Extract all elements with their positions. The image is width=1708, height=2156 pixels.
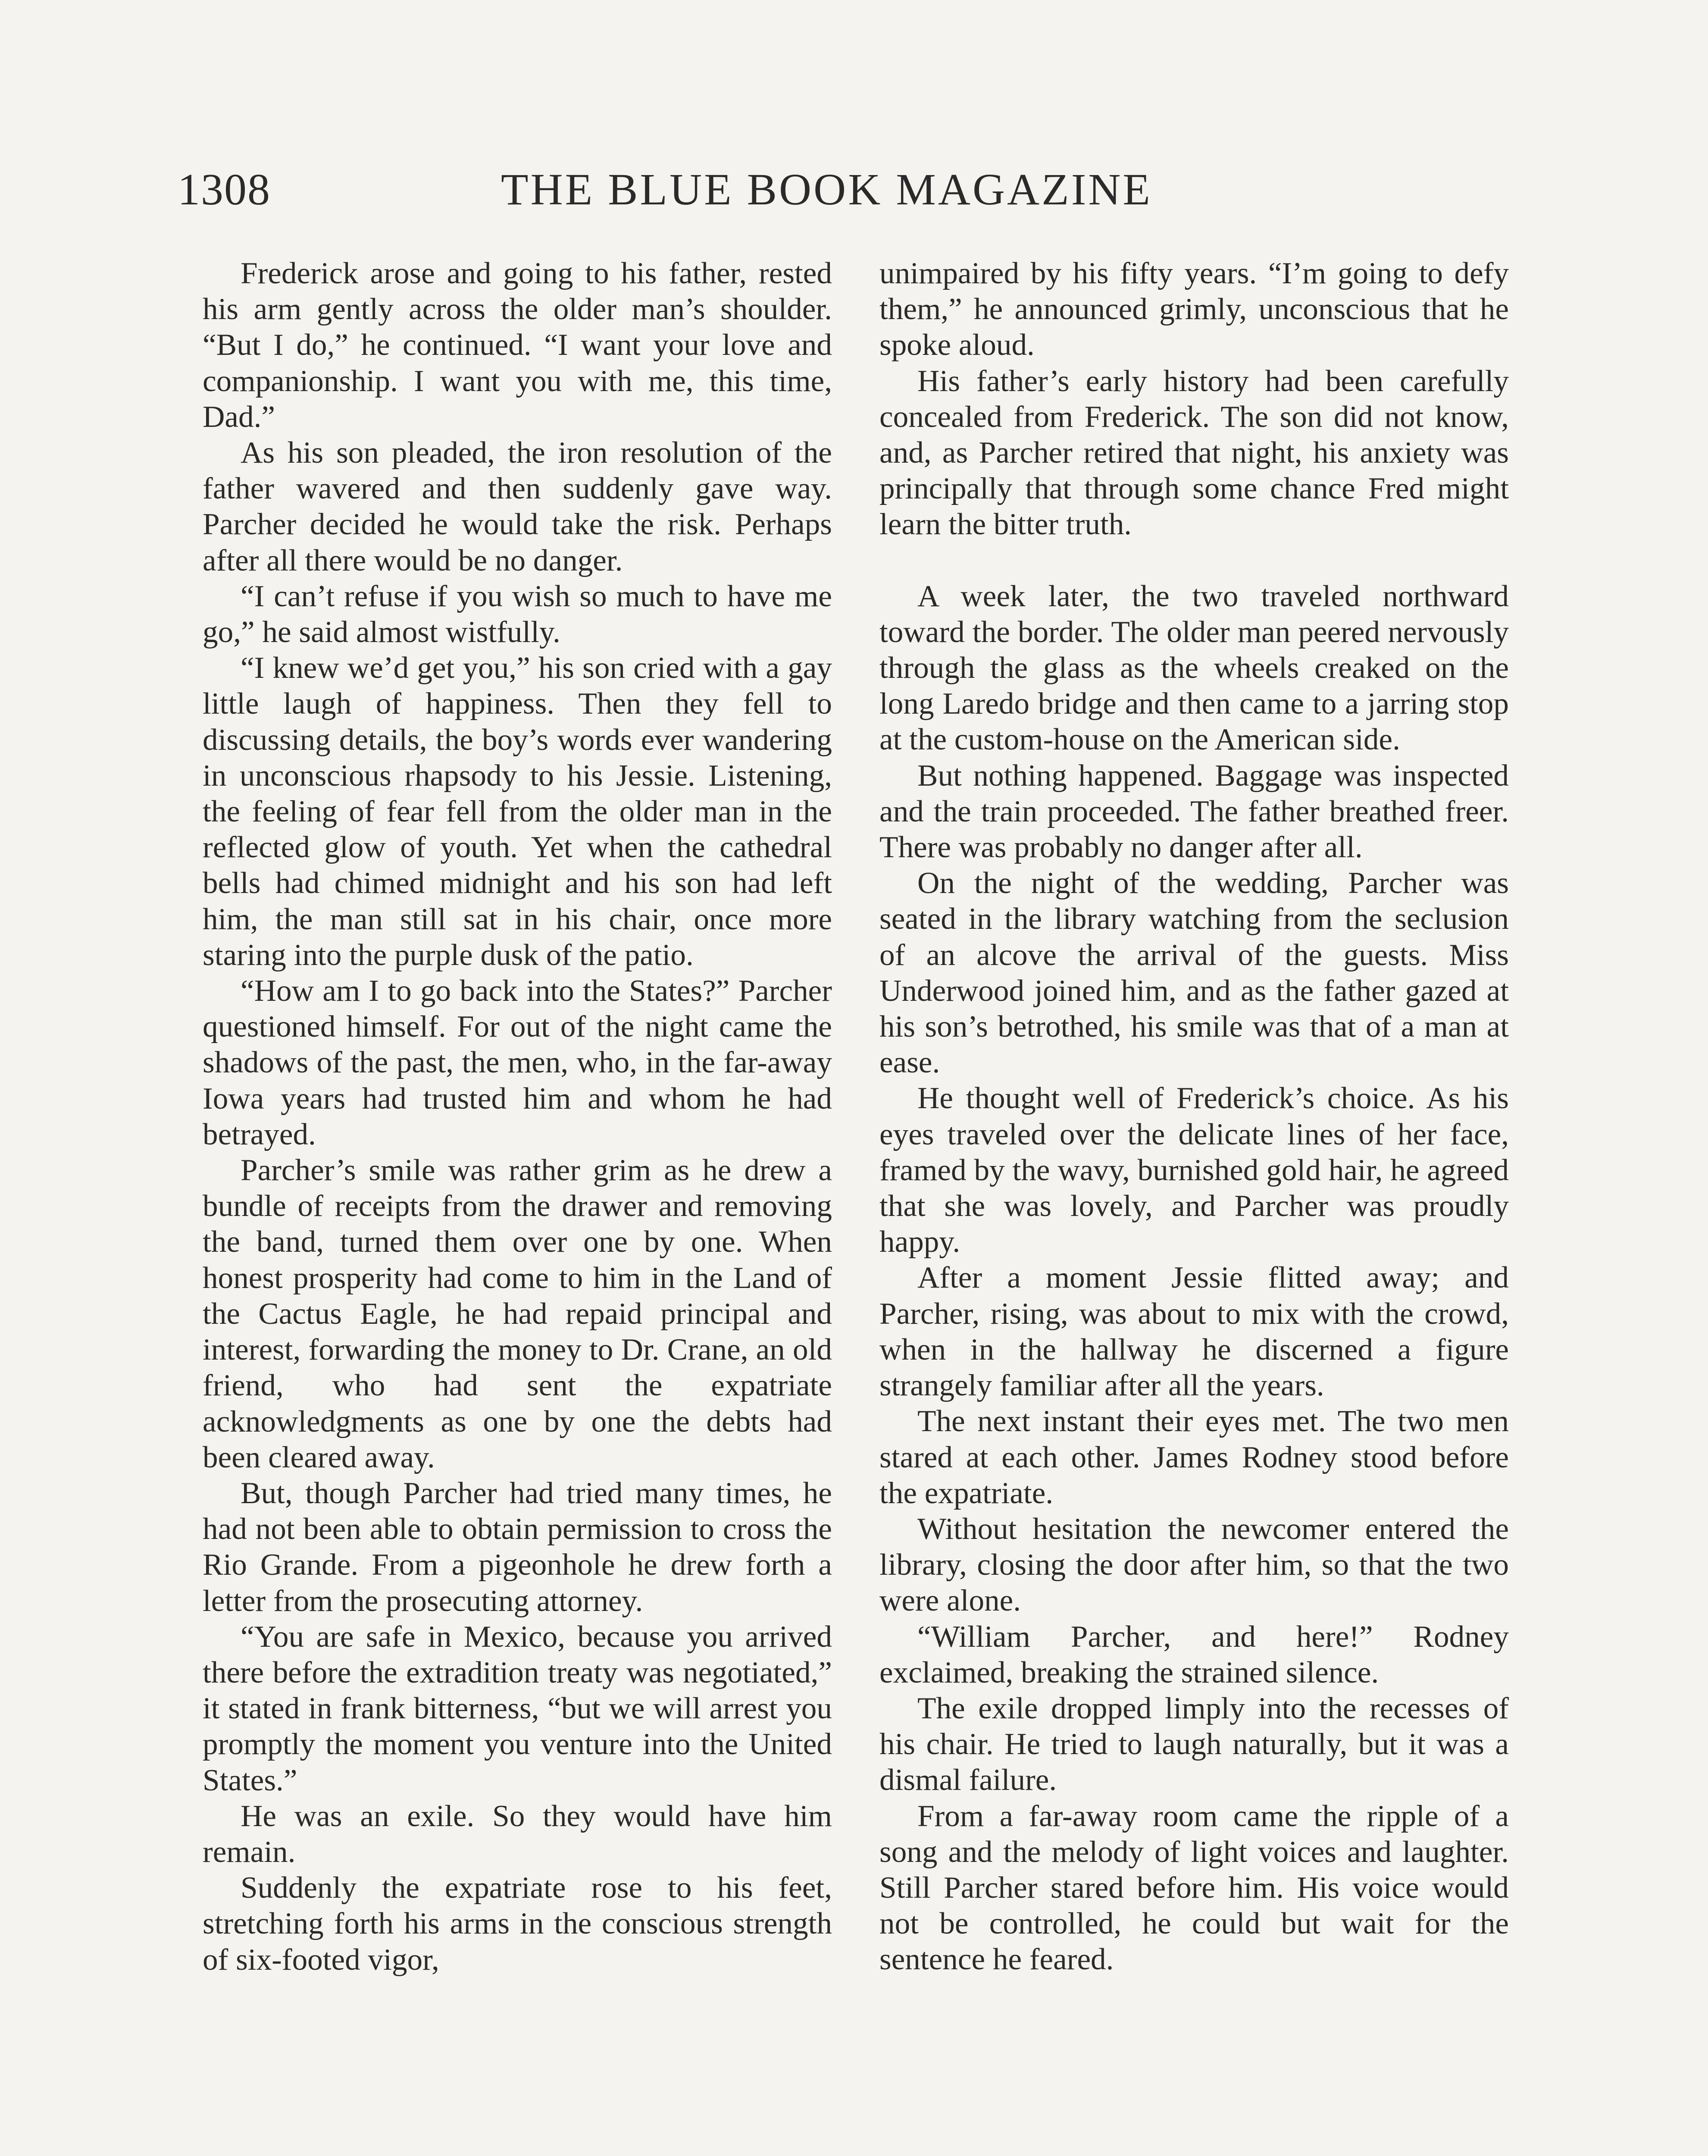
paragraph: But, though Parcher had tried many times, he had not been able to obtain permission to cross the Rio Grande. From a pigeonhole he drew forth a letter from the prosecuting attorney. <box>203 1476 832 1618</box>
page-header <box>178 164 1514 216</box>
paragraph: Suddenly the expatriate rose to his feet, stretching forth his arms in the conscious strength of six-footed vigor, <box>203 1871 832 1977</box>
paragraph: He thought well of Frederick’s choice. As his eyes traveled over the delicate lines of her face, framed by the wavy, burnished gold hair, he agreed that she was lovely, and Parcher was proudly happy. <box>879 1081 1509 1259</box>
paragraph: “I knew we’d get you,” his son cried with a gay little laugh of happiness. Then they fell to discussing details, the boy’s words ever wandering in unconscious rhapsody to his Jessie. Listening, the feeling of fear fell from the older man in the reflected glow of youth. Yet when the cathedral bells had chimed midnight and his son had left him, the man still sat in his chair, once more staring into the purple dusk of the patio. <box>203 651 832 972</box>
paragraph: He was an exile. So they would have him remain. <box>203 1799 832 1869</box>
paragraph: Without hesitation the newcomer entered the library, closing the door after him, so that the two were alone. <box>879 1512 1509 1618</box>
paragraph: “William Parcher, and here!” Rodney exclaimed, breaking the strained silence. <box>879 1620 1509 1689</box>
page-number: 1308 <box>178 165 271 214</box>
paragraph: After a moment Jessie flitted away; and Parcher, rising, was about to mix with the crowd, when in the hallway he discerned a figure strangely familiar after all the years. <box>879 1261 1509 1403</box>
paragraph: But nothing happened. Baggage was inspected and the train proceeded. The father breathed freer. There was probably no danger after all. <box>879 758 1509 865</box>
paragraph: Parcher’s smile was rather grim as he drew a bundle of receipts from the drawer and removing the band, turned them over one by one. When honest prosperity had come to him in the Land of the Cactus Eagle, he had repaid principal and interest, forwarding the money to Dr. Crane, an old friend, who had sent the expatriate acknowledgments as one by one the debts had been cleared away. <box>203 1153 832 1474</box>
right-column <box>879 256 1509 1978</box>
paragraph: As his son pleaded, the iron resolution of the father wavered and then suddenly gave way. Parcher decided he would take the risk. Perhaps after all there would be no danger. <box>203 436 832 577</box>
paragraph: From a far-away room came the ripple of a song and the melody of light voices and laughter. Still Parcher stared before him. His voice would not be controlled, he could but wait for the sentence he feared. <box>879 1799 1509 1977</box>
left-column <box>203 256 832 1978</box>
paragraph: The next instant their eyes met. The two men stared at each other. James Rodney stood before the expatriate. <box>879 1404 1509 1510</box>
paragraph: “I can’t refuse if you wish so much to have me go,” he said almost wistfully. <box>203 579 832 649</box>
paragraph: unimpaired by his fifty years. “I’m going to defy them,” he announced grimly, unconscious that he spoke aloud. <box>879 257 1509 362</box>
paragraph: A week later, the two traveled northward toward the border. The older man peered nervously through the glass as the wheels creaked on the long Laredo bridge and then came to a jarring stop at the custom-house on the American side. <box>879 579 1509 757</box>
paragraph: Frederick arose and going to his father, rested his arm gently across the older man’s shoulder. “But I do,” he continued. “I want your love and companionship. I want you with me, this time, Dad.” <box>203 257 832 434</box>
paragraph: On the night of the wedding, Parcher was seated in the library watching from the seclusion of an alcove the arrival of the guests. Miss Underwood joined him, and as the father gazed at his son’s betrothed, his smile was that of a man at ease. <box>879 866 1509 1080</box>
paragraph: His father’s early history had been carefully concealed from Frederick. The son did not know, and, as Parcher retired that night, his anxiety was principally that through some chance Fred might learn the bitter truth. <box>879 364 1509 542</box>
paragraph: The exile dropped limply into the recesses of his chair. He tried to laugh naturally, but it was a dismal failure. <box>879 1691 1509 1797</box>
paragraph: “You are safe in Mexico, because you arrived there before the extradition treaty was negotiated,” it stated in frank bitterness, “but we will arrest you promptly the moment you venture into the United States.” <box>203 1620 832 1797</box>
paragraph: “How am I to go back into the States?” Parcher questioned himself. For out of the night came the shadows of the past, the men, who, in the far-away Iowa years had trusted him and whom he had betrayed. <box>203 974 832 1151</box>
running-title: THE BLUE BOOK MAGAZINE <box>501 165 1152 214</box>
